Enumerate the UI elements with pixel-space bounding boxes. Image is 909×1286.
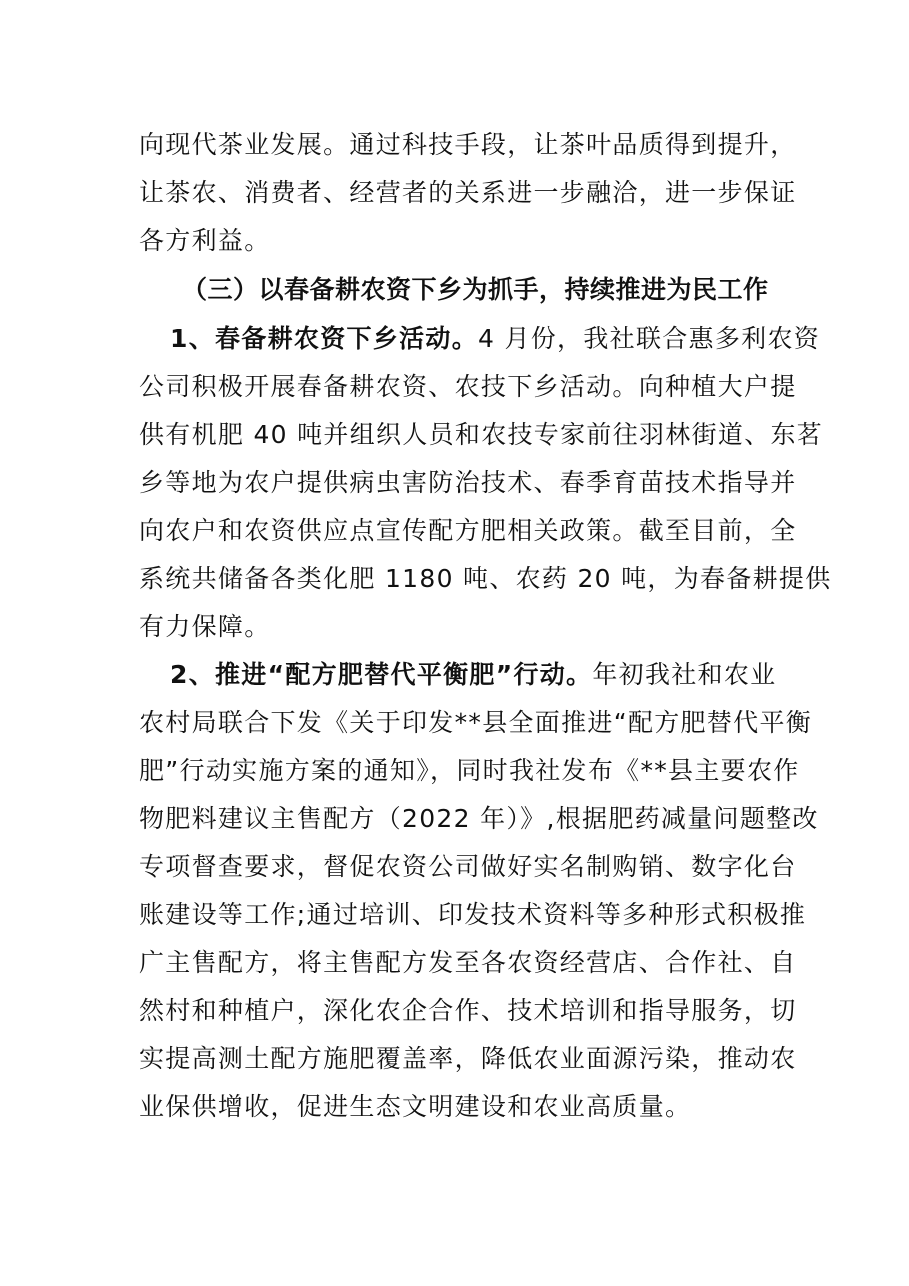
item1-first-line <box>170 315 821 363</box>
item1-line-5: 向农户和农资供应点宣传配方肥相关政策。截至目前，全 <box>139 516 797 545</box>
item2-first-line-text: 年初我社和农业 <box>592 660 777 689</box>
item1-title: 1、春备耕农资下乡活动。 <box>170 324 478 353</box>
item2-line-4: 物肥料建议主售配方（2022 年）》,根据肥药减量问题整改 <box>139 804 819 833</box>
intro-line-1: 向现代茶业发展。通过科技手段，让茶叶品质得到提升， <box>139 130 797 159</box>
item2-line-5: 专项督查要求，督促农资公司做好实名制购销、数字化台 <box>139 852 797 881</box>
item1-line-4: 乡等地为农户提供病虫害防治技术、春季育苗技术指导并 <box>139 468 797 497</box>
item2-first-line <box>170 651 777 699</box>
item1-line-7: 有力保障。 <box>139 612 271 641</box>
item1-line-2: 公司积极开展春备耕农资、农技下乡活动。向种植大户提 <box>139 372 797 401</box>
intro-line-3: 各方利益。 <box>139 226 271 255</box>
item1-line-6: 系统共储备各类化肥 1180 吨、农药 20 吨，为春备耕提供 <box>139 564 832 593</box>
item2-line-2: 农村局联合下发《关于印发**县全面推进“配方肥替代平衡 <box>139 708 813 737</box>
item1-line-3: 供有机肥 40 吨并组织人员和农技专家前往羽林街道、东茗 <box>139 420 824 449</box>
item2-line-6: 账建设等工作;通过培训、印发技术资料等多种形式积极推 <box>139 900 807 929</box>
item2-line-8: 然村和种植户，深化农企合作、技术培训和指导服务，切 <box>139 996 797 1025</box>
item2-line-3: 肥”行动实施方案的通知》，同时我社发布《**县主要农作 <box>139 756 800 785</box>
item2-line-9: 实提高测土配方施肥覆盖率，降低农业面源污染，推动农 <box>139 1044 797 1073</box>
intro-line-2: 让茶农、消费者、经营者的关系进一步融洽，进一步保证 <box>139 178 797 207</box>
item2-title: 2、推进“配方肥替代平衡肥”行动。 <box>170 660 593 689</box>
item1-first-line-text: 4 月份，我社联合惠多利农资 <box>478 324 821 353</box>
item2-line-10: 业保供增收，促进生态文明建设和农业高质量。 <box>139 1092 692 1121</box>
section-heading: （三）以春备耕农资下乡为抓手，持续推进为民工作 <box>182 275 769 304</box>
item2-line-7: 广主售配方，将主售配方发至各农资经营店、合作社、自 <box>139 948 797 977</box>
